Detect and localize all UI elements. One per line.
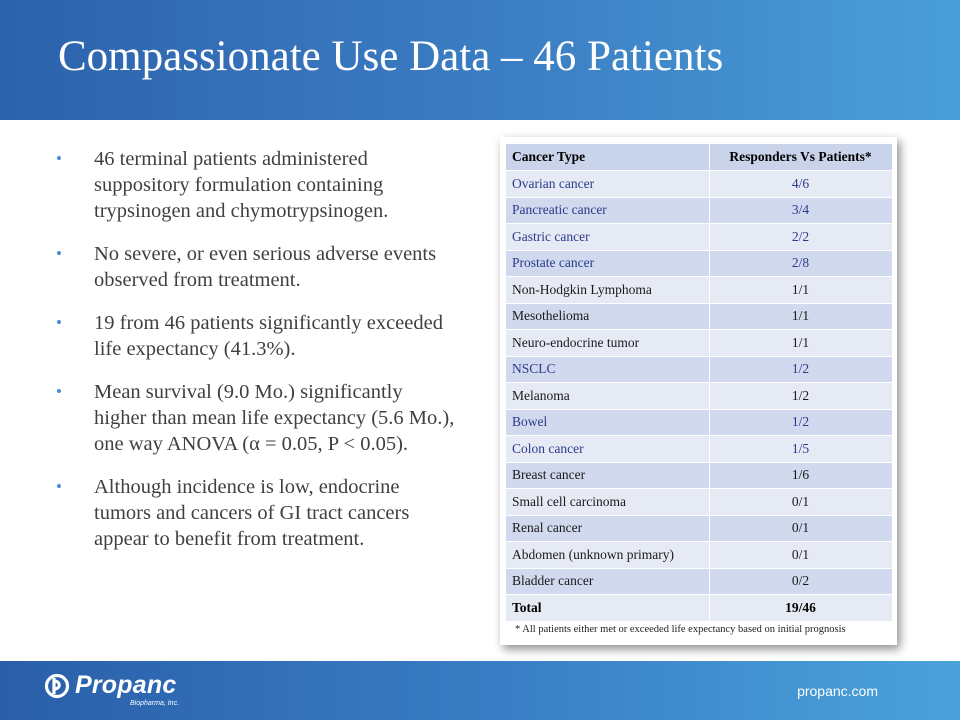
- table-row: [506, 197, 892, 224]
- propanc-logo: [44, 670, 214, 712]
- table-header-row: [506, 144, 892, 171]
- header-responders: Responders Vs Patients*: [709, 144, 892, 171]
- total-value-cell: 19/46: [709, 595, 892, 622]
- table-row: [506, 542, 892, 569]
- bullet-item: [56, 146, 456, 224]
- website-url: propanc.com: [797, 683, 878, 699]
- responders-cell: 1/2: [709, 356, 892, 383]
- responders-cell: 1/2: [709, 409, 892, 436]
- bullet-item: [56, 241, 456, 293]
- results-table: [506, 144, 893, 622]
- cancer-type-cell: Bladder cancer: [506, 568, 709, 595]
- logo-name: Propanc: [75, 671, 177, 699]
- responders-cell: 1/1: [709, 330, 892, 357]
- table-row: [506, 409, 892, 436]
- bullet-icon: •: [56, 382, 62, 401]
- table-row: [506, 250, 892, 277]
- bullet-icon: •: [56, 477, 62, 496]
- bullet-text: 19 from 46 patients significantly exceeded life expectancy (41.3%).: [94, 312, 443, 360]
- cancer-type-cell: Breast cancer: [506, 462, 709, 489]
- table-total-row: [506, 595, 892, 622]
- bullet-text: Although incidence is low, endocrine tumors and cancers of GI tract cancers appear to benefit from treatment.: [94, 476, 410, 550]
- table-row: [506, 277, 892, 304]
- bullet-icon: •: [56, 313, 62, 332]
- responders-cell: 0/1: [709, 515, 892, 542]
- cancer-type-cell: Melanoma: [506, 383, 709, 410]
- table-row: [506, 436, 892, 463]
- bullet-item: [56, 310, 456, 362]
- cancer-type-cell: Colon cancer: [506, 436, 709, 463]
- total-label-cell: Total: [506, 595, 709, 622]
- responders-cell: 2/8: [709, 250, 892, 277]
- bullet-text: Mean survival (9.0 Mo.) significantly higher than mean life expectancy (5.6 Mo.), one way ANOVA (α = 0.05, P < 0.05).: [94, 381, 455, 455]
- table-row: [506, 171, 892, 198]
- responders-cell: 0/2: [709, 568, 892, 595]
- bullet-icon: •: [56, 244, 62, 263]
- responders-cell: 2/2: [709, 224, 892, 251]
- responders-cell: 1/5: [709, 436, 892, 463]
- bullet-text: 46 terminal patients administered suppository formulation containing trypsinogen and chymotrypsinogen.: [94, 148, 389, 222]
- cancer-type-cell: Ovarian cancer: [506, 171, 709, 198]
- cancer-type-cell: Pancreatic cancer: [506, 197, 709, 224]
- header-cancer-type: Cancer Type: [506, 144, 709, 171]
- slide-title: Compassionate Use Data – 46 Patients: [58, 33, 724, 80]
- responders-cell: 1/2: [709, 383, 892, 410]
- responders-cell: 1/1: [709, 277, 892, 304]
- table-footnote: * All patients either met or exceeded life expectancy based on initial prognosis: [515, 624, 846, 635]
- cancer-type-cell: Abdomen (unknown primary): [506, 542, 709, 569]
- propanc-logo-icon: [44, 673, 70, 699]
- cancer-type-cell: Small cell carcinoma: [506, 489, 709, 516]
- cancer-type-cell: Prostate cancer: [506, 250, 709, 277]
- table-row: [506, 224, 892, 251]
- table-row: [506, 568, 892, 595]
- cancer-type-cell: Non-Hodgkin Lymphoma: [506, 277, 709, 304]
- cancer-type-cell: Renal cancer: [506, 515, 709, 542]
- responders-cell: 3/4: [709, 197, 892, 224]
- responders-cell: 0/1: [709, 489, 892, 516]
- table-row: [506, 462, 892, 489]
- responders-cell: 4/6: [709, 171, 892, 198]
- responders-cell: 0/1: [709, 542, 892, 569]
- responders-cell: 1/6: [709, 462, 892, 489]
- bullet-text: No severe, or even serious adverse events observed from treatment.: [94, 243, 437, 291]
- table-row: [506, 303, 892, 330]
- table-row: [506, 356, 892, 383]
- cancer-type-cell: Mesothelioma: [506, 303, 709, 330]
- responders-cell: 1/1: [709, 303, 892, 330]
- table-row: [506, 383, 892, 410]
- bullet-item: [56, 379, 456, 457]
- cancer-type-cell: Neuro-endocrine tumor: [506, 330, 709, 357]
- slide-header: [0, 0, 960, 120]
- logo-subtitle: Biopharma, Inc.: [130, 700, 180, 707]
- table-row: [506, 515, 892, 542]
- bullet-icon: •: [56, 149, 62, 168]
- table-row: [506, 330, 892, 357]
- bullet-list: [56, 146, 456, 569]
- slide-footer: [0, 661, 960, 720]
- cancer-type-cell: NSCLC: [506, 356, 709, 383]
- results-table-card: [500, 137, 897, 645]
- cancer-type-cell: Gastric cancer: [506, 224, 709, 251]
- table-row: [506, 489, 892, 516]
- bullet-item: [56, 474, 456, 552]
- cancer-type-cell: Bowel: [506, 409, 709, 436]
